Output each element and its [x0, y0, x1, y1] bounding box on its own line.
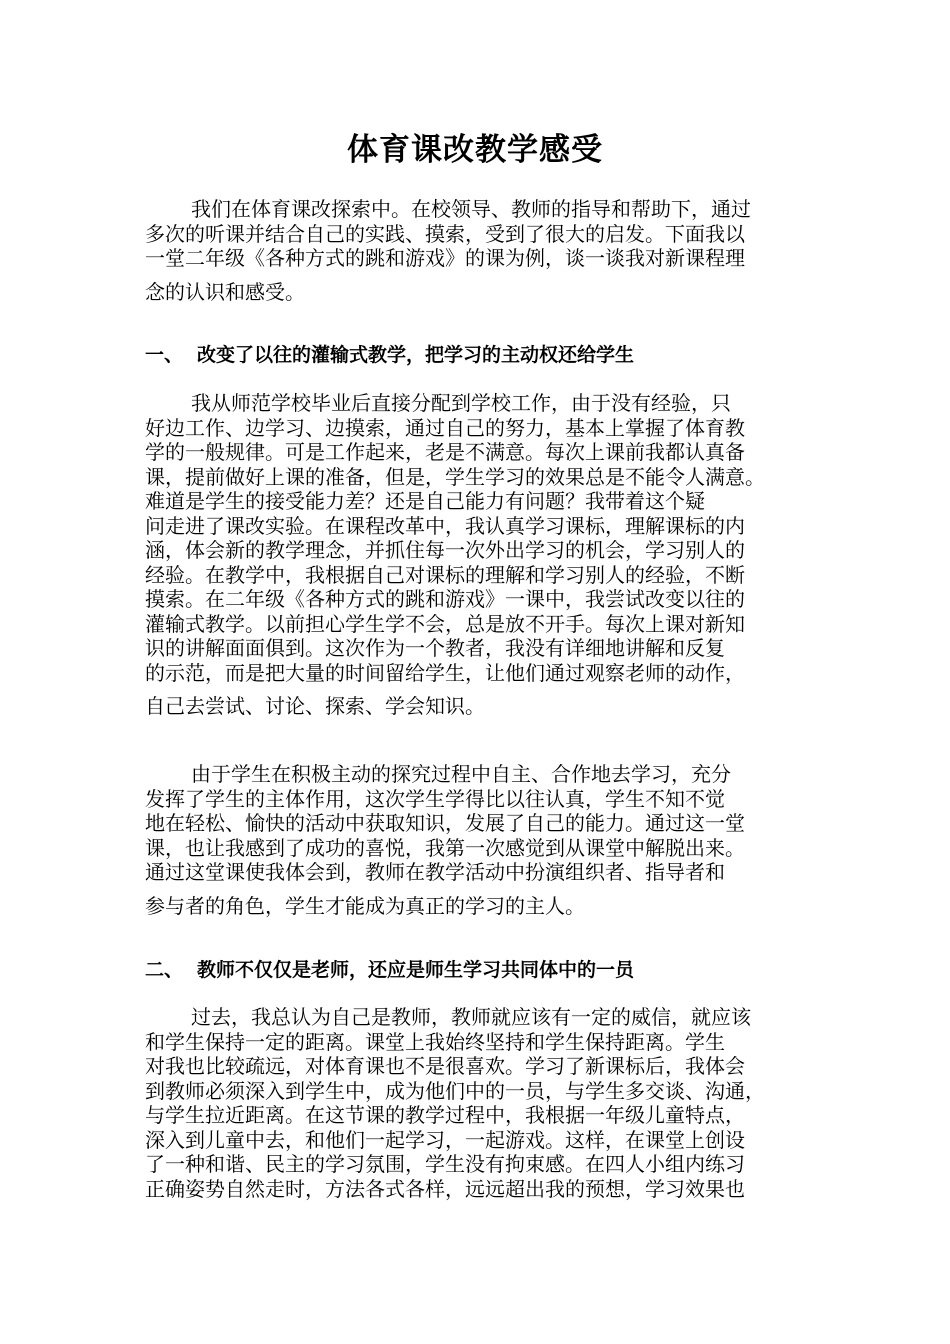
section-number: 一、 — [145, 344, 184, 366]
paragraph-line: 自己去尝试、讨论、探索、学会知识。 — [145, 694, 485, 718]
page-title: 体育课改教学感受 — [347, 132, 603, 168]
paragraph-line: 我们在体育课改探索中。在校领导、教师的指导和帮助下，通过 — [191, 197, 751, 221]
paragraph-line: 摸索。在二年级《各种方式的跳和游戏》一课中，我尝试改变以往的 — [145, 587, 745, 611]
paragraph-line: 我从师范学校毕业后直接分配到学校工作，由于没有经验，只 — [191, 391, 731, 415]
section-1-paragraph-2 — [145, 762, 810, 918]
paragraph-line: 对我也比较疏远，对体育课也不是很喜欢。学习了新课标后，我体会 — [145, 1054, 745, 1078]
paragraph-line: 过去，我总认为自己是教师，教师就应该有一定的威信，就应该 — [191, 1005, 751, 1029]
section-heading-text: 改变了以往的灌输式教学，把学习的主动权还给学生 — [197, 344, 635, 366]
section-heading-1 — [145, 342, 810, 368]
section-heading-2 — [145, 957, 810, 983]
section-number: 二、 — [145, 959, 184, 981]
paragraph-line: 和学生保持一定的距离。课堂上我始终坚持和学生保持距离。学生 — [145, 1029, 725, 1054]
paragraph-line: 课，也让我感到了成功的喜悦，我第一次感觉到从课堂中解脱出来。 — [145, 835, 745, 860]
section-heading-text: 教师不仅仅是老师，还应是师生学习共同体中的一员 — [197, 959, 635, 981]
paragraph-line: 参与者的角色，学生才能成为真正的学习的主人。 — [145, 893, 585, 918]
paragraph-line: 念的认识和感受。 — [145, 279, 305, 304]
paragraph-line: 的示范，而是把大量的时间留给学生，让他们通过观察老师的动作， — [145, 660, 745, 685]
paragraph-line: 多次的听课并结合自己的实践、摸索，受到了很大的启发。下面我以 — [145, 221, 745, 246]
paragraph-line: 课，提前做好上课的准备，但是，学生学习的效果总是不能令人满意。 — [145, 464, 765, 489]
section-2-paragraph-1 — [145, 1005, 810, 1201]
section-1-paragraph-1 — [145, 391, 810, 719]
paragraph-line: 了一种和谐、民主的学习氛围，学生没有拘束感。在四人小组内练习 — [145, 1152, 745, 1176]
paragraph-line: 好边工作、边学习、边摸索，通过自己的努力，基本上掌握了体育教 — [145, 415, 745, 440]
paragraph-line: 识的讲解面面俱到。这次作为一个教者，我没有详细地讲解和反复 — [145, 636, 725, 660]
paragraph-line: 通过这堂课使我体会到，教师在教学活动中扮演组织者、指导者和 — [145, 860, 725, 884]
paragraph-line: 灌输式教学。以前担心学生学不会，总是放不开手。每次上课对新知 — [145, 611, 745, 636]
paragraph-line: 由于学生在积极主动的探究过程中自主、合作地去学习，充分 — [191, 762, 731, 786]
paragraph-line: 地在轻松、愉快的活动中获取知识，发展了自己的能力。通过这一堂 — [145, 811, 745, 835]
paragraph-line: 正确姿势自然走时，方法各式各样，远远超出我的预想，学习效果也 — [145, 1176, 745, 1201]
intro-paragraph — [145, 197, 810, 304]
paragraph-line: 经验。在教学中，我根据自己对课标的理解和学习别人的经验，不断 — [145, 562, 745, 587]
paragraph-line: 难道是学生的接受能力差？还是自己能力有问题？我带着这个疑 — [145, 489, 705, 513]
paragraph-line: 一堂二年级《各种方式的跳和游戏》的课为例，谈一谈我对新课程理 — [145, 246, 745, 270]
paragraph-line: 深入到儿童中去，和他们一起学习，一起游戏。这样，在课堂上创设 — [145, 1127, 745, 1152]
paragraph-line: 到教师必须深入到学生中，成为他们中的一员，与学生多交谈、沟通， — [145, 1078, 765, 1103]
paragraph-line: 涵，体会新的教学理念，并抓住每一次外出学习的机会，学习别人的 — [145, 538, 745, 562]
paragraph-line: 学的一般规律。可是工作起来，老是不满意。每次上课前我都认真备 — [145, 440, 745, 464]
paragraph-line: 问走进了课改实验。在课程改革中，我认真学习课标，理解课标的内 — [145, 513, 745, 538]
paragraph-line: 发挥了学生的主体作用，这次学生学得比以往认真，学生不知不觉 — [145, 786, 725, 811]
paragraph-line: 与学生拉近距离。在这节课的教学过程中，我根据一年级儿童特点， — [145, 1103, 745, 1127]
